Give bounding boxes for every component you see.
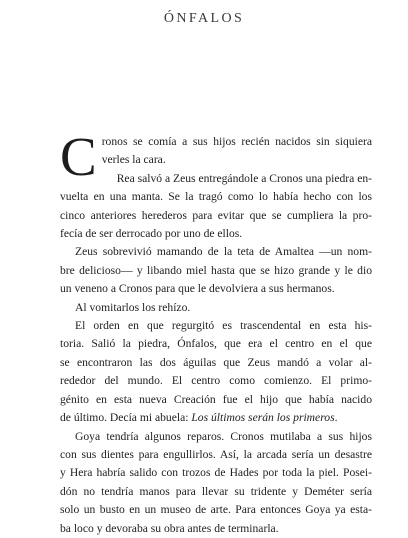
text-span: de último. Decía mi abuela: — [60, 411, 192, 425]
paragraph-3 — [60, 243, 372, 298]
text-line: Zeus sobrevivió mamando de la teta de Amaltea —un nom- — [75, 245, 372, 259]
italic-quote: Los últimos serán los primeros — [191, 411, 335, 425]
text-line: dón no tendría manos para llevar su tridente y Deméter sería — [60, 484, 372, 498]
paragraph-4 — [60, 299, 372, 317]
text-line: Rea salvó a Zeus entregándole a Cronos una piedra en- — [116, 171, 372, 185]
text-line: rededor del mundo. El centro como comienzo. El primo- — [60, 374, 372, 388]
text-line: vuelta en una manta. Se la tragó como lo había hecho con los — [60, 190, 372, 204]
text-line: bre delicioso— y libando miel hasta que se hizo grande y le dio — [60, 263, 372, 277]
text-line: se encontraron las dos águilas que Zeus mandó a volar al- — [60, 355, 372, 369]
body-text — [60, 126, 372, 538]
paragraph-5 — [60, 317, 372, 427]
text-line: ronos se comía a sus hijos recién nacidos sin siquiera — [101, 135, 372, 148]
text-line: génito en esta nueva Creación fue el hijo que había nacido — [60, 392, 372, 406]
text-line: y Hera habría salido con trozos de Hades por toda la piel. Posei- — [60, 466, 372, 480]
text-line: Al vomitarlos los rehízo. — [75, 300, 191, 314]
text-line: fecía de ser derrocado por uno de ellos. — [60, 227, 243, 241]
text-line: cinco anteriores herederos para evitar que se cumpliera la pro- — [60, 208, 372, 222]
drop-cap: C — [60, 126, 97, 187]
text-line: con sus dientes para engullirlos. Así, la arcada sería un desastre — [60, 447, 372, 461]
text-line: verles la cara. — [101, 153, 166, 167]
text-line: solo un busto en un museo de arte. Para entonces Goya ya esta- — [60, 503, 372, 517]
text-line: El orden en que regurgitó es trascendental en esta his- — [75, 319, 372, 333]
text-line-with-quote — [60, 409, 372, 427]
paragraph-2 — [60, 170, 372, 244]
text-line: ba loco y devoraba su obra antes de terminarla. — [60, 521, 279, 535]
page-title: ÓNFALOS — [163, 11, 245, 26]
text-line: Goya tendría algunos reparos. Cronos mutilaba a sus hijos — [75, 429, 372, 443]
text-span: . — [334, 411, 338, 425]
text-line: un veneno a Cronos para que le devolviera a sus hermanos. — [60, 282, 335, 296]
text-line: toria. Salió la piedra, Ónfalos, que era el centro en el que — [60, 337, 372, 351]
paragraph-6 — [60, 428, 372, 538]
